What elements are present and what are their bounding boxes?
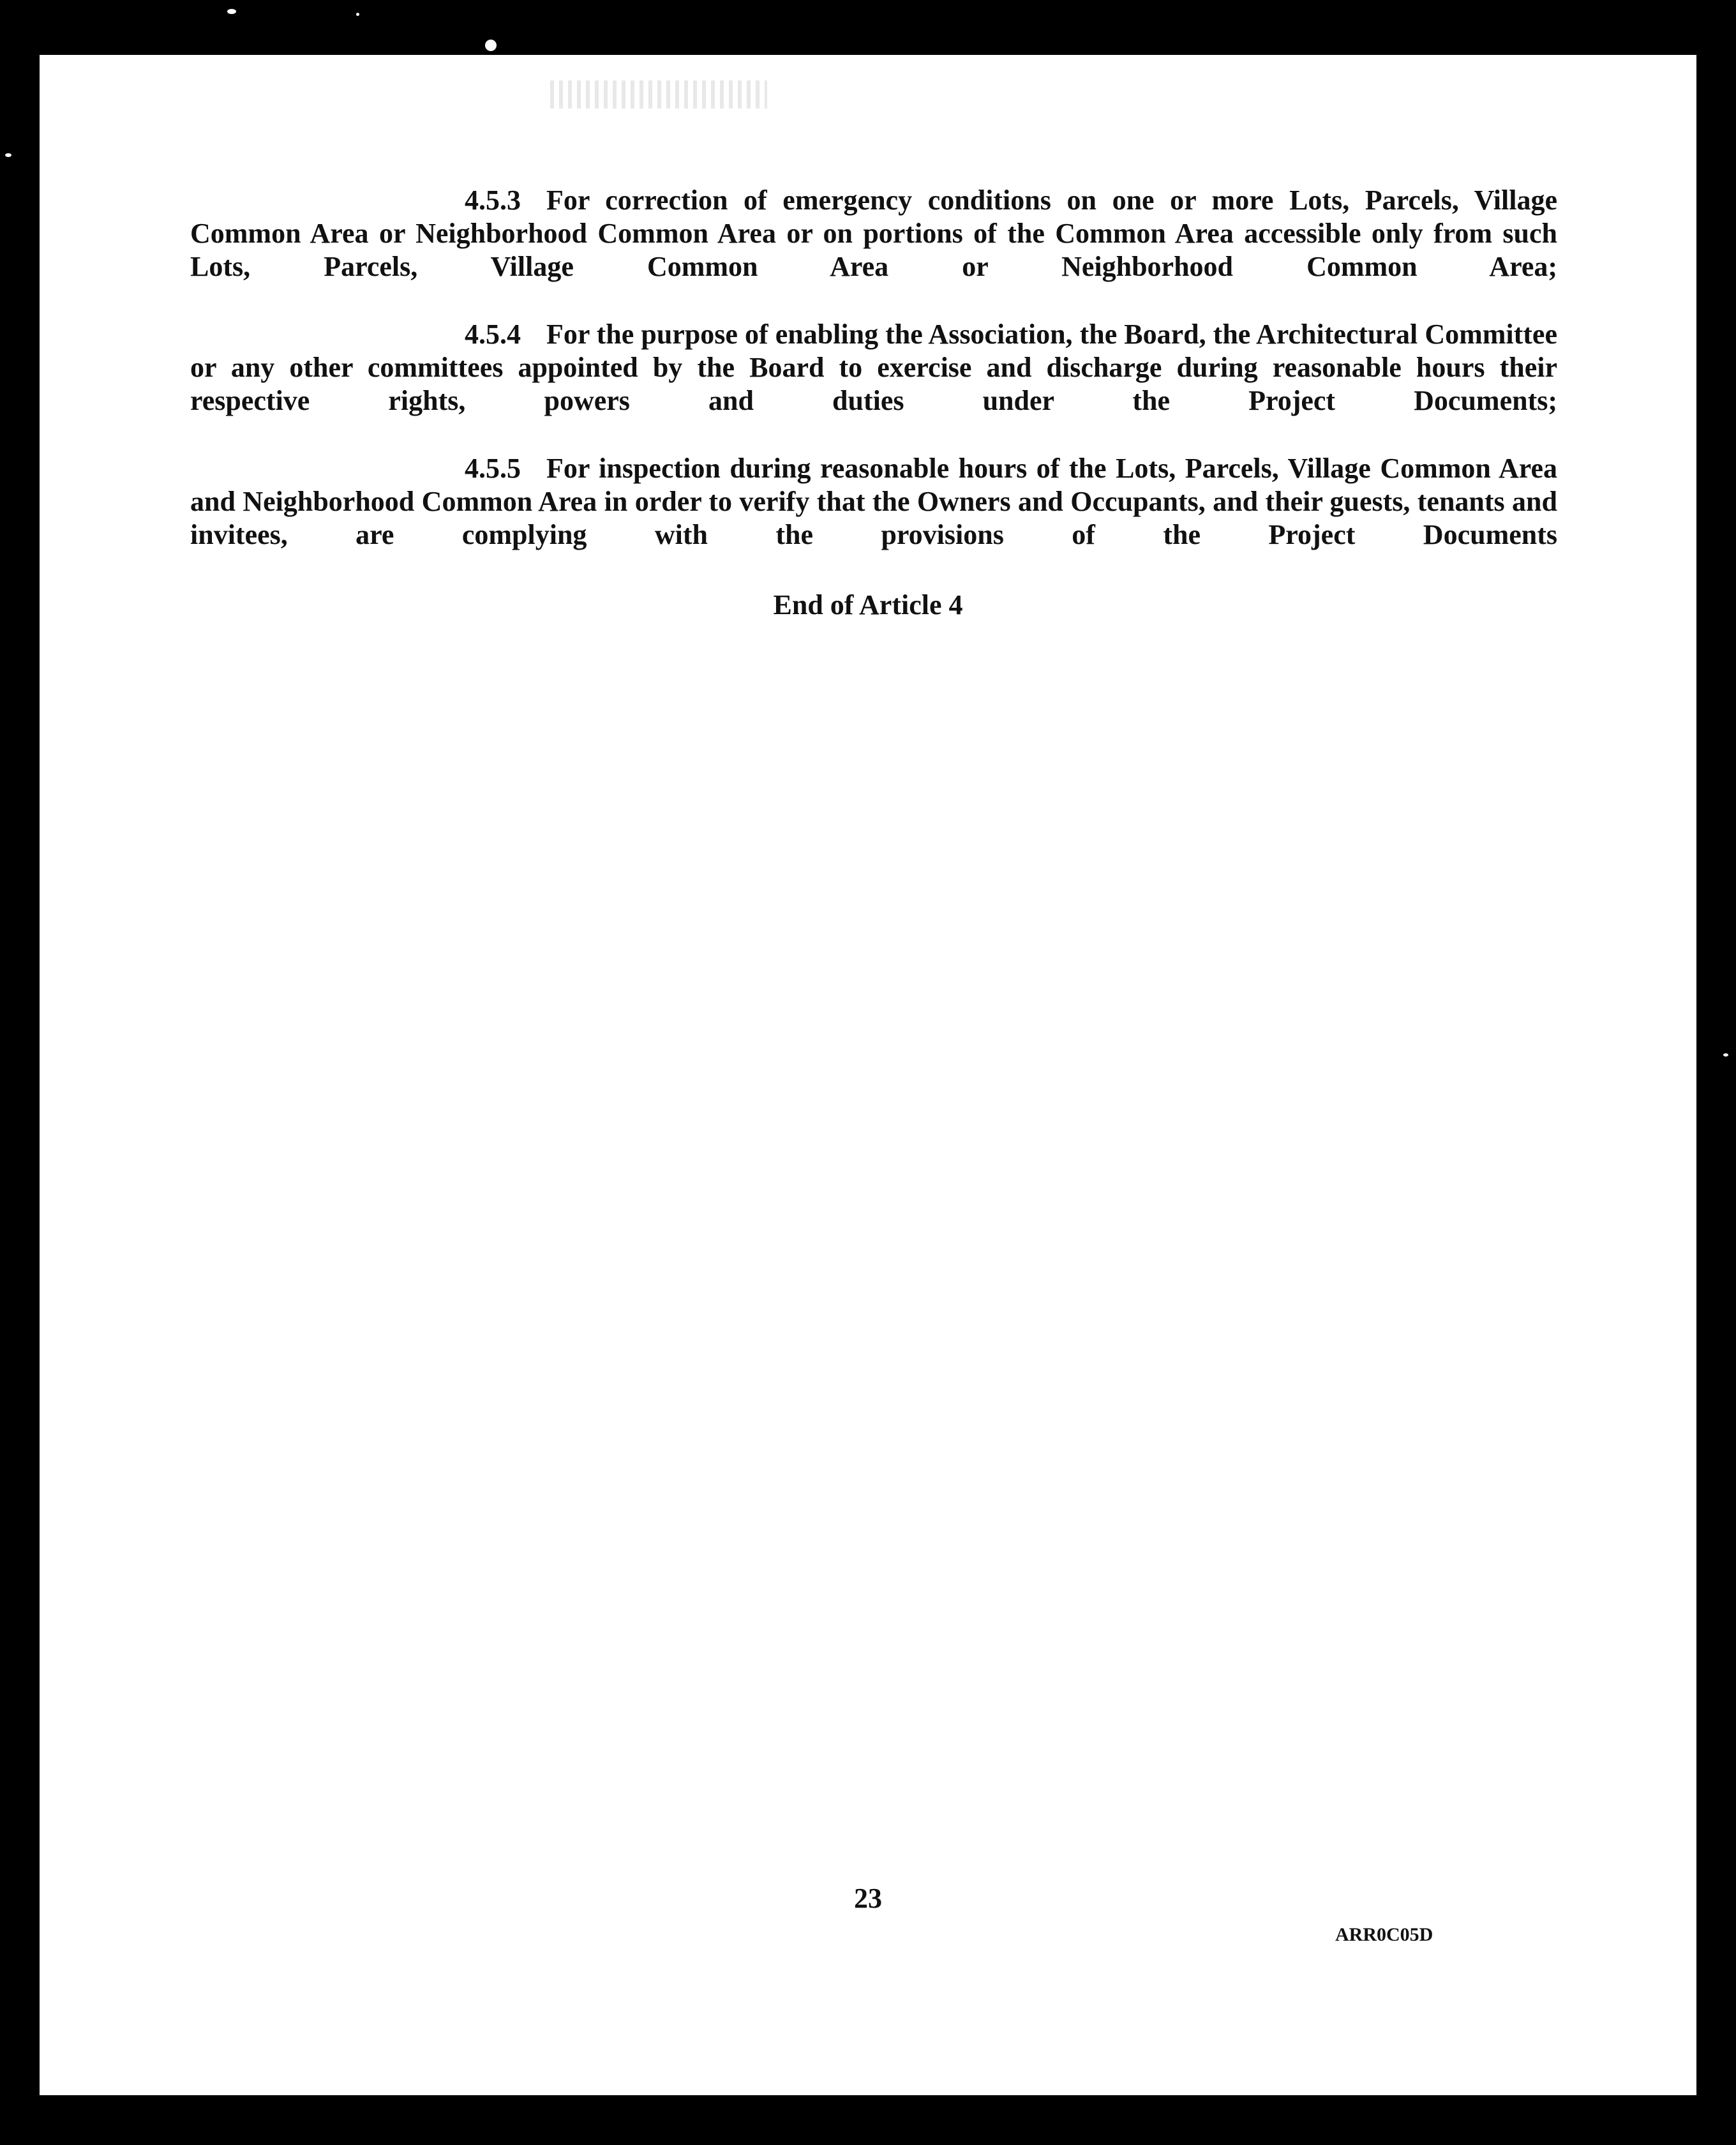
section-4-5-5 [190,452,1557,552]
end-of-article: End of Article 4 [773,589,963,621]
section-text: For inspection during reasonable hours of the Lots, Parcels, Village Common Area and Neighborhood Common Area in order to verify that the Owners and Occupants, and their guests, tenants and invitees, are complying with the provisions of the Project Documents [190,453,1557,550]
section-number: 4.5.3 [465,184,521,216]
section-4-5-3 [190,184,1557,283]
section-text: For the purpose of enabling the Association, the Board, the Architectural Committee or any other committees appointed by the Board to exercise and discharge during reasonable hours their respective rights, powers and duties under the Project Documents; [190,319,1557,416]
document-page [40,55,1696,2095]
section-number: 4.5.5 [465,453,521,484]
scan-speck [356,13,359,16]
scan-smudge [550,80,767,109]
scan-speck [485,40,497,51]
page-number: 23 [854,1883,882,1914]
section-4-5-4 [190,318,1557,418]
scan-speck [5,153,11,157]
scan-speck [227,9,236,14]
document-code: ARR0C05D [1335,1924,1433,1945]
section-number: 4.5.4 [465,319,521,350]
scan-speck [1723,1053,1728,1057]
section-text: For correction of emergency conditions on one or more Lots, Parcels, Village Common Area or Neighborhood Common Area or on portions of the Common Area accessible only from such Lots, Parcels, Village Common Area or Neighborhood Common Area; [190,184,1557,282]
